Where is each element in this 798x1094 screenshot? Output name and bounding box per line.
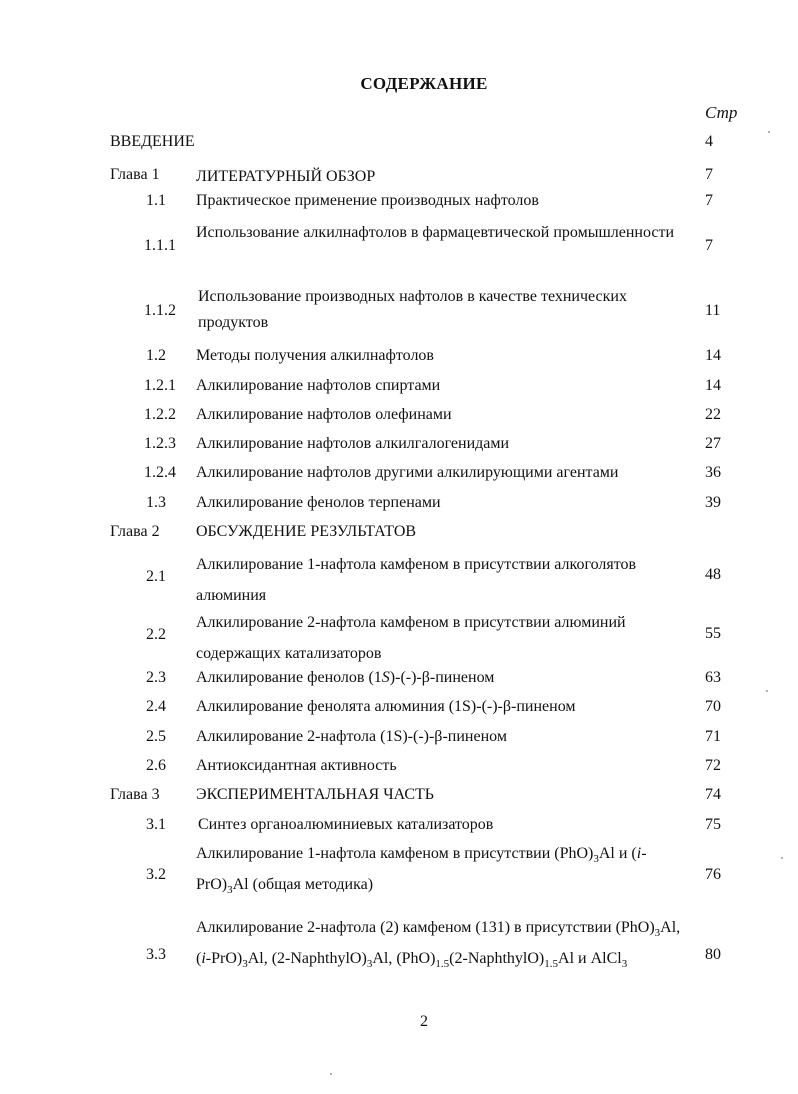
toc-entry-chapter-3[interactable] — [0, 782, 798, 808]
toc-entry-2-2[interactable] — [0, 607, 798, 663]
toc-entry-number: 1.2.3 — [144, 435, 176, 452]
toc-entry-1-2-4[interactable] — [0, 460, 798, 486]
toc-entry-2-1[interactable] — [0, 549, 798, 605]
toc-entry-title: Антиоксидантная активность — [196, 757, 397, 774]
toc-entry-number: 2.2 — [146, 626, 166, 643]
toc-entry-title: Использование алкилнафтолов в фармацевтической промышленности — [196, 224, 675, 241]
toc-entry-number: 1.2 — [146, 347, 166, 364]
toc-entry-title: Практическое применение производных нафтолов — [196, 192, 539, 209]
toc-entry-3-2[interactable] — [0, 838, 798, 898]
toc-entry-page: 4 — [705, 133, 713, 150]
toc-entry-page: 48 — [705, 566, 721, 583]
toc-entry-number: 2.3 — [146, 669, 166, 686]
toc-entry-title: Использование производных нафтолов в качестве технических продуктов — [198, 288, 627, 331]
toc-entry-page: 7 — [705, 166, 713, 183]
toc-entry-1-1[interactable] — [0, 188, 798, 214]
toc-entry-title: Алкилирование фенолов терпенами — [196, 494, 441, 511]
scan-speck — [766, 690, 768, 692]
toc-entry-number: 2.1 — [146, 568, 166, 585]
scan-speck — [768, 131, 770, 133]
toc-entry-title: Синтез органоалюминиевых катализаторов — [198, 816, 494, 833]
toc-entry-title: Алкилирование нафтолов другими алкилирующими агентами — [196, 464, 619, 481]
toc-entry-3-3[interactable] — [0, 912, 798, 1002]
toc-entry-number: 3.1 — [146, 816, 166, 833]
toc-entry-title: Методы получения алкилнафтолов — [196, 347, 434, 364]
toc-entry-1-2-3[interactable] — [0, 431, 798, 457]
toc-entry-number: 2.5 — [146, 728, 166, 745]
toc-entry-title: Алкилирование 2-нафтола (2) камфеном (131) в присутствии $(PhO)_3Al$, $(i-PrO)_3Al$, $(2-NaphthylO)_3Al$, $(PhO)_{1.5}(2-NaphthylO)_{1.5}Al$ и AlCl$_3$ — [196, 919, 681, 971]
toc-title: СОДЕРЖАНИЕ — [360, 74, 488, 93]
toc-entry-page: 22 — [705, 406, 721, 423]
toc-entry-page: 76 — [705, 866, 721, 883]
toc-entry-page: 36 — [705, 464, 721, 481]
toc-entry-introduction[interactable] — [0, 129, 798, 155]
scan-speck — [330, 1073, 332, 1075]
toc-entry-title: Алкилирование нафтолов олефинами — [196, 406, 452, 423]
toc-entry-number: 1.2.2 — [144, 406, 176, 423]
toc-entry-page: 71 — [705, 728, 721, 745]
toc-entry-number: 2.4 — [146, 698, 166, 715]
toc-entry-page: 72 — [705, 757, 721, 774]
toc-entry-title: ОБСУЖДЕНИЕ РЕЗУЛЬТАТОВ — [196, 523, 417, 540]
toc-entry-title: Алкилирование 1-нафтола камфеном в присутствии алкоголятов алюминия — [196, 556, 637, 604]
toc-entry-title: Алкилирование нафтолов алкилгалогенидами — [196, 435, 510, 452]
toc-entry-1-2[interactable] — [0, 343, 798, 369]
toc-entry-page: 75 — [705, 816, 721, 833]
toc-entry-2-4[interactable] — [0, 694, 798, 720]
toc-entry-title: ЛИТЕРАТУРНЫЙ ОБЗОР — [196, 168, 376, 185]
toc-entry-number: 1.2.1 — [144, 377, 176, 394]
toc-entry-number: Глава 1 — [110, 166, 160, 183]
toc-entry-number: 2.6 — [146, 757, 166, 774]
toc-entry-2-5[interactable] — [0, 724, 798, 750]
toc-entry-page: 55 — [705, 625, 721, 642]
toc-entry-number: 1.3 — [146, 494, 166, 511]
toc-entry-number: 3.2 — [146, 866, 166, 883]
toc-entry-chapter-2[interactable] — [0, 519, 798, 545]
toc-entry-page: 27 — [705, 435, 721, 452]
toc-entry-title: Алкилирование 1-нафтола камфеном в присутствии $(PhO)_3Al$ и $(i-PrO)_3Al$ (общая методика) — [196, 845, 647, 897]
page-number: 2 — [420, 1013, 428, 1030]
toc-entry-page: 14 — [705, 377, 721, 394]
toc-entry-number: 1.1.1 — [144, 237, 176, 254]
page-column-label: Стр — [705, 103, 738, 122]
toc-entry-2-3[interactable] — [0, 665, 798, 691]
toc-entry-1-2-2[interactable] — [0, 402, 798, 428]
toc-entry-chapter-1[interactable] — [0, 162, 798, 188]
toc-entry-number: 1.1 — [146, 192, 166, 209]
toc-entry-title: Алкилирование 2-нафтола камфеном в присутствии алюминий содержащих катализаторов — [196, 614, 626, 662]
toc-entry-page: 70 — [705, 698, 721, 715]
toc-entry-title: ВВЕДЕНИЕ — [110, 133, 195, 150]
toc-entry-title: Алкилирование нафтолов спиртами — [196, 377, 441, 394]
toc-entry-page: 74 — [705, 786, 721, 803]
toc-entry-3-1[interactable] — [0, 812, 798, 838]
toc-entry-page: 11 — [705, 302, 721, 319]
toc-entry-1-3[interactable] — [0, 490, 798, 516]
toc-entry-page: 7 — [705, 237, 713, 254]
toc-entry-page: 7 — [705, 192, 713, 209]
toc-entry-page: 80 — [705, 946, 721, 963]
toc-entry-title: Алкилирование фенолов (1S)-(-)-β-пиненом — [196, 669, 495, 686]
toc-entry-page: 63 — [705, 669, 721, 686]
toc-entry-number: 1.1.2 — [144, 302, 176, 319]
toc-entry-1-2-1[interactable] — [0, 373, 798, 399]
toc-entry-1-1-1[interactable] — [0, 220, 798, 272]
toc-entry-page: 39 — [705, 494, 721, 511]
scan-speck — [781, 857, 783, 859]
toc-entry-title: Алкилирование фенолята алюминия (1S)-(-)-β-пиненом — [196, 698, 576, 715]
toc-entry-2-6[interactable] — [0, 753, 798, 779]
toc-entry-1-1-2[interactable] — [0, 284, 798, 336]
toc-entry-number: 3.3 — [146, 946, 166, 963]
toc-entry-number: Глава 2 — [110, 523, 160, 540]
toc-entry-number: 1.2.4 — [144, 464, 176, 481]
toc-entry-title: ЭКСПЕРИМЕНТАЛЬНАЯ ЧАСТЬ — [196, 786, 434, 803]
toc-entry-page: 14 — [705, 347, 721, 364]
toc-entry-title: Алкилирование 2-нафтола (1S)-(-)-β-пиненом — [196, 728, 507, 745]
toc-entry-number: Глава 3 — [110, 786, 160, 803]
